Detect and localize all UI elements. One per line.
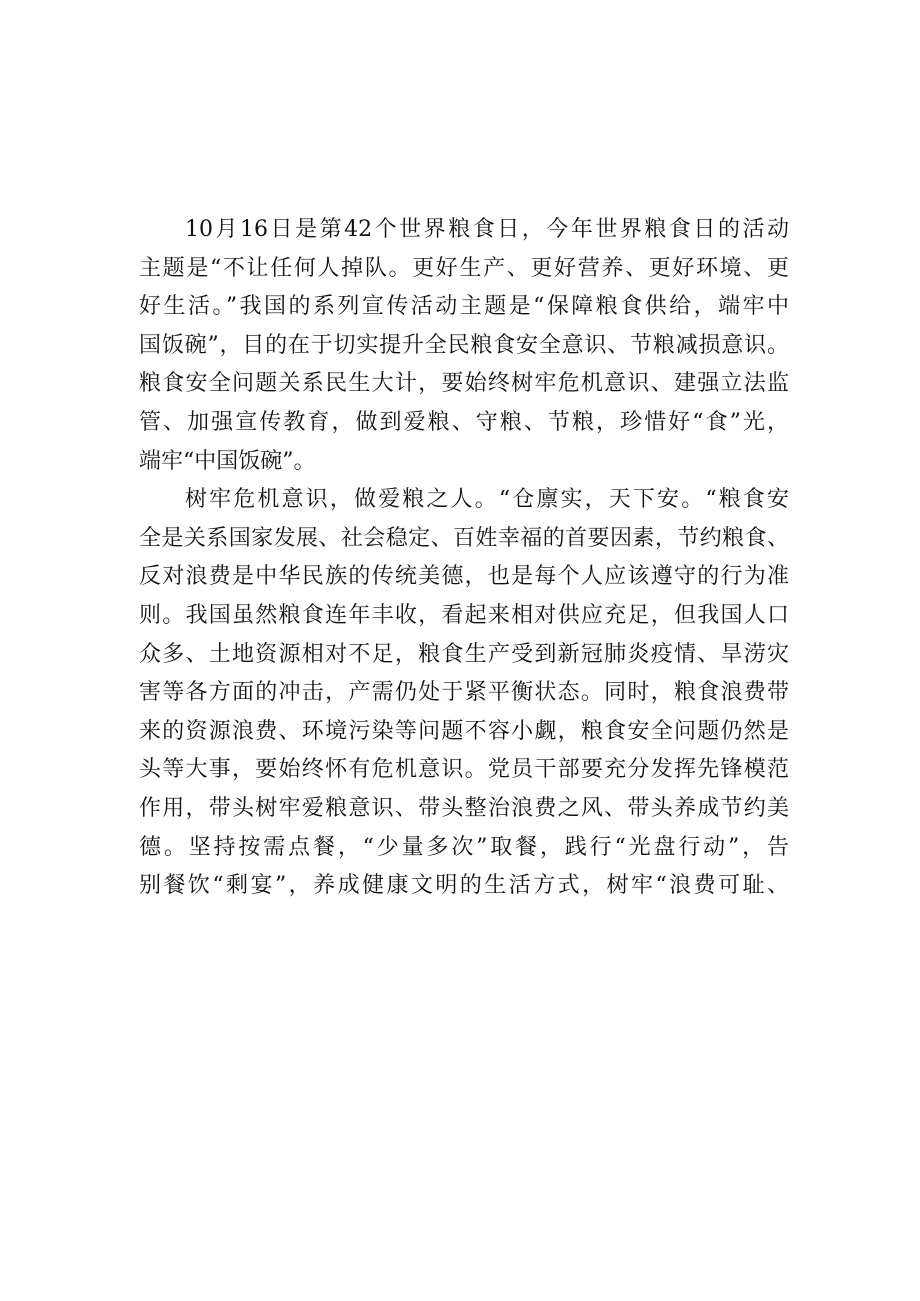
text-line: 头等大事，要始终怀有危机意识。党员干部要充分发挥先锋模范 [139, 757, 789, 783]
text-line: 全是关系国家发展、社会稳定、百姓幸福的首要因素，节约粮食、 [139, 525, 789, 551]
text-line: 别餐饮“剩宴”，养成健康文明的生活方式，树牢“浪费可耻、 [139, 873, 789, 899]
paragraph-crisis-awareness [139, 481, 789, 906]
text-line: 主题是“不让任何人掉队。更好生产、更好营养、更好环境、更 [139, 255, 789, 281]
text-line: 来的资源浪费、环境污染等问题不容小觑，粮食安全问题仍然是 [139, 718, 789, 744]
text-line: 国饭碗”，目的在于切实提升全民粮食安全意识、节粮减损意识。 [139, 332, 789, 358]
text-line: 作用，带头树牢爱粮意识、带头整治浪费之风、带头养成节约美 [139, 795, 789, 821]
text-line: 端牢“中国饭碗”。 [139, 448, 316, 474]
paragraph-world-food-day [139, 211, 789, 481]
text-line: 好生活。”我国的系列宣传活动主题是“保障粮食供给，端牢中 [139, 294, 789, 320]
text-line: 害等各方面的冲击，产需仍处于紧平衡状态。同时，粮食浪费带 [139, 680, 789, 706]
text-line: 10月16日是第42个世界粮食日，今年世界粮食日的活动 [185, 217, 789, 242]
text-line: 德。坚持按需点餐，“少量多次”取餐，践行“光盘行动”，告 [139, 834, 789, 860]
text-line: 反对浪费是中华民族的传统美德，也是每个人应该遵守的行为准 [139, 564, 789, 590]
text-line: 众多、土地资源相对不足，粮食生产受到新冠肺炎疫情、旱涝灾 [139, 641, 789, 667]
text-line: 管、加强宣传教育，做到爱粮、守粮、节粮，珍惜好“食”光， [139, 409, 789, 435]
document-body [139, 211, 789, 906]
text-line: 则。我国虽然粮食连年丰收，看起来相对供应充足，但我国人口 [139, 602, 789, 628]
text-line: 粮食安全问题关系民生大计，要始终树牢危机意识、建强立法监 [139, 371, 789, 397]
text-line: 树牢危机意识，做爱粮之人。“仓廪实，天下安。“粮食安 [185, 487, 789, 513]
